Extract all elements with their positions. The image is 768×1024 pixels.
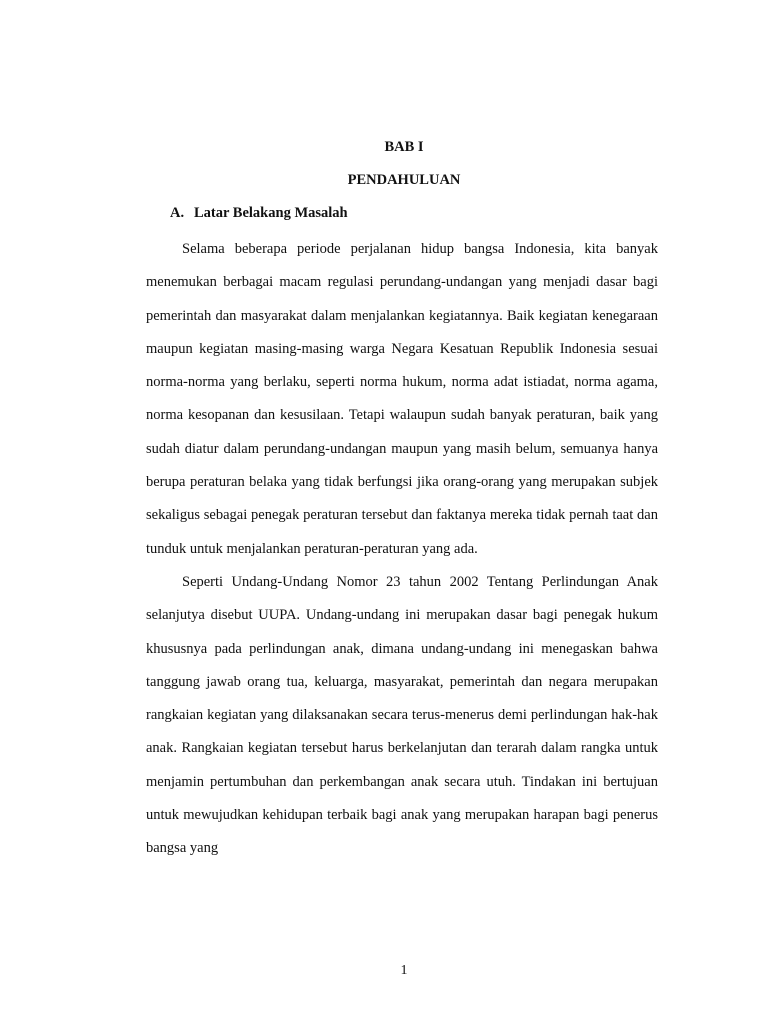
chapter-label: BAB I bbox=[384, 139, 424, 155]
section-number: A. bbox=[170, 205, 185, 221]
paragraph-2: Seperti Undang-Undang Nomor 23 tahun 2002 Tentang Perlindungan Anak selanjutya disebut UUPA. Undang-undang ini merupakan dasar bagi penegak hukum khususnya pada perlindungan anak, dimana undang-undang ini menegaskan bahwa tanggung jawab orang tua, keluarga, masyarakat, pemerintah dan negara merupakan rangkaian kegiatan yang dilaksanakan secara terus-menerus demi perlindungan hak-hak anak. Rangkaian kegiatan tersebut harus berkelanjutan dan terarah dalam rangka untuk menjamin pertumbuhan dan perkembangan anak secara utuh. Tindakan ini bertujuan untuk mewujudkan kehidupan terbaik bagi anak yang merupakan harapan bagi penerus bangsa yang bbox=[146, 573, 658, 857]
section-heading bbox=[170, 204, 348, 222]
chapter-title: PENDAHULUAN bbox=[347, 172, 461, 188]
page-number: 1 bbox=[400, 963, 408, 978]
section-title: Latar Belakang Masalah bbox=[194, 205, 348, 221]
paragraph-1: Selama beberapa periode perjalanan hidup bangsa Indonesia, kita banyak menemukan berbagai macam regulasi perundang-undangan yang menjadi dasar bagi pemerintah dan masyarakat dalam menjalankan kegiatannya. Baik kegiatan kenegaraan maupun kegiatan masing-masing warga Negara Kesatuan Republik Indonesia sesuai norma-norma yang berlaku, seperti norma hukum, norma adat istiadat, norma agama, norma kesopanan dan kesusilaan. Tetapi walaupun sudah banyak peraturan, baik yang sudah diatur dalam perundang-undangan maupun yang masih belum, semuanya hanya berupa peraturan belaka yang tidak berfungsi jika orang-orang yang merupakan subjek sekaligus sebagai penegak peraturan tersebut dan faktanya mereka tidak pernah taat dan tunduk untuk menjalankan peraturan-peraturan yang ada. bbox=[146, 241, 658, 557]
body-text bbox=[146, 233, 658, 866]
